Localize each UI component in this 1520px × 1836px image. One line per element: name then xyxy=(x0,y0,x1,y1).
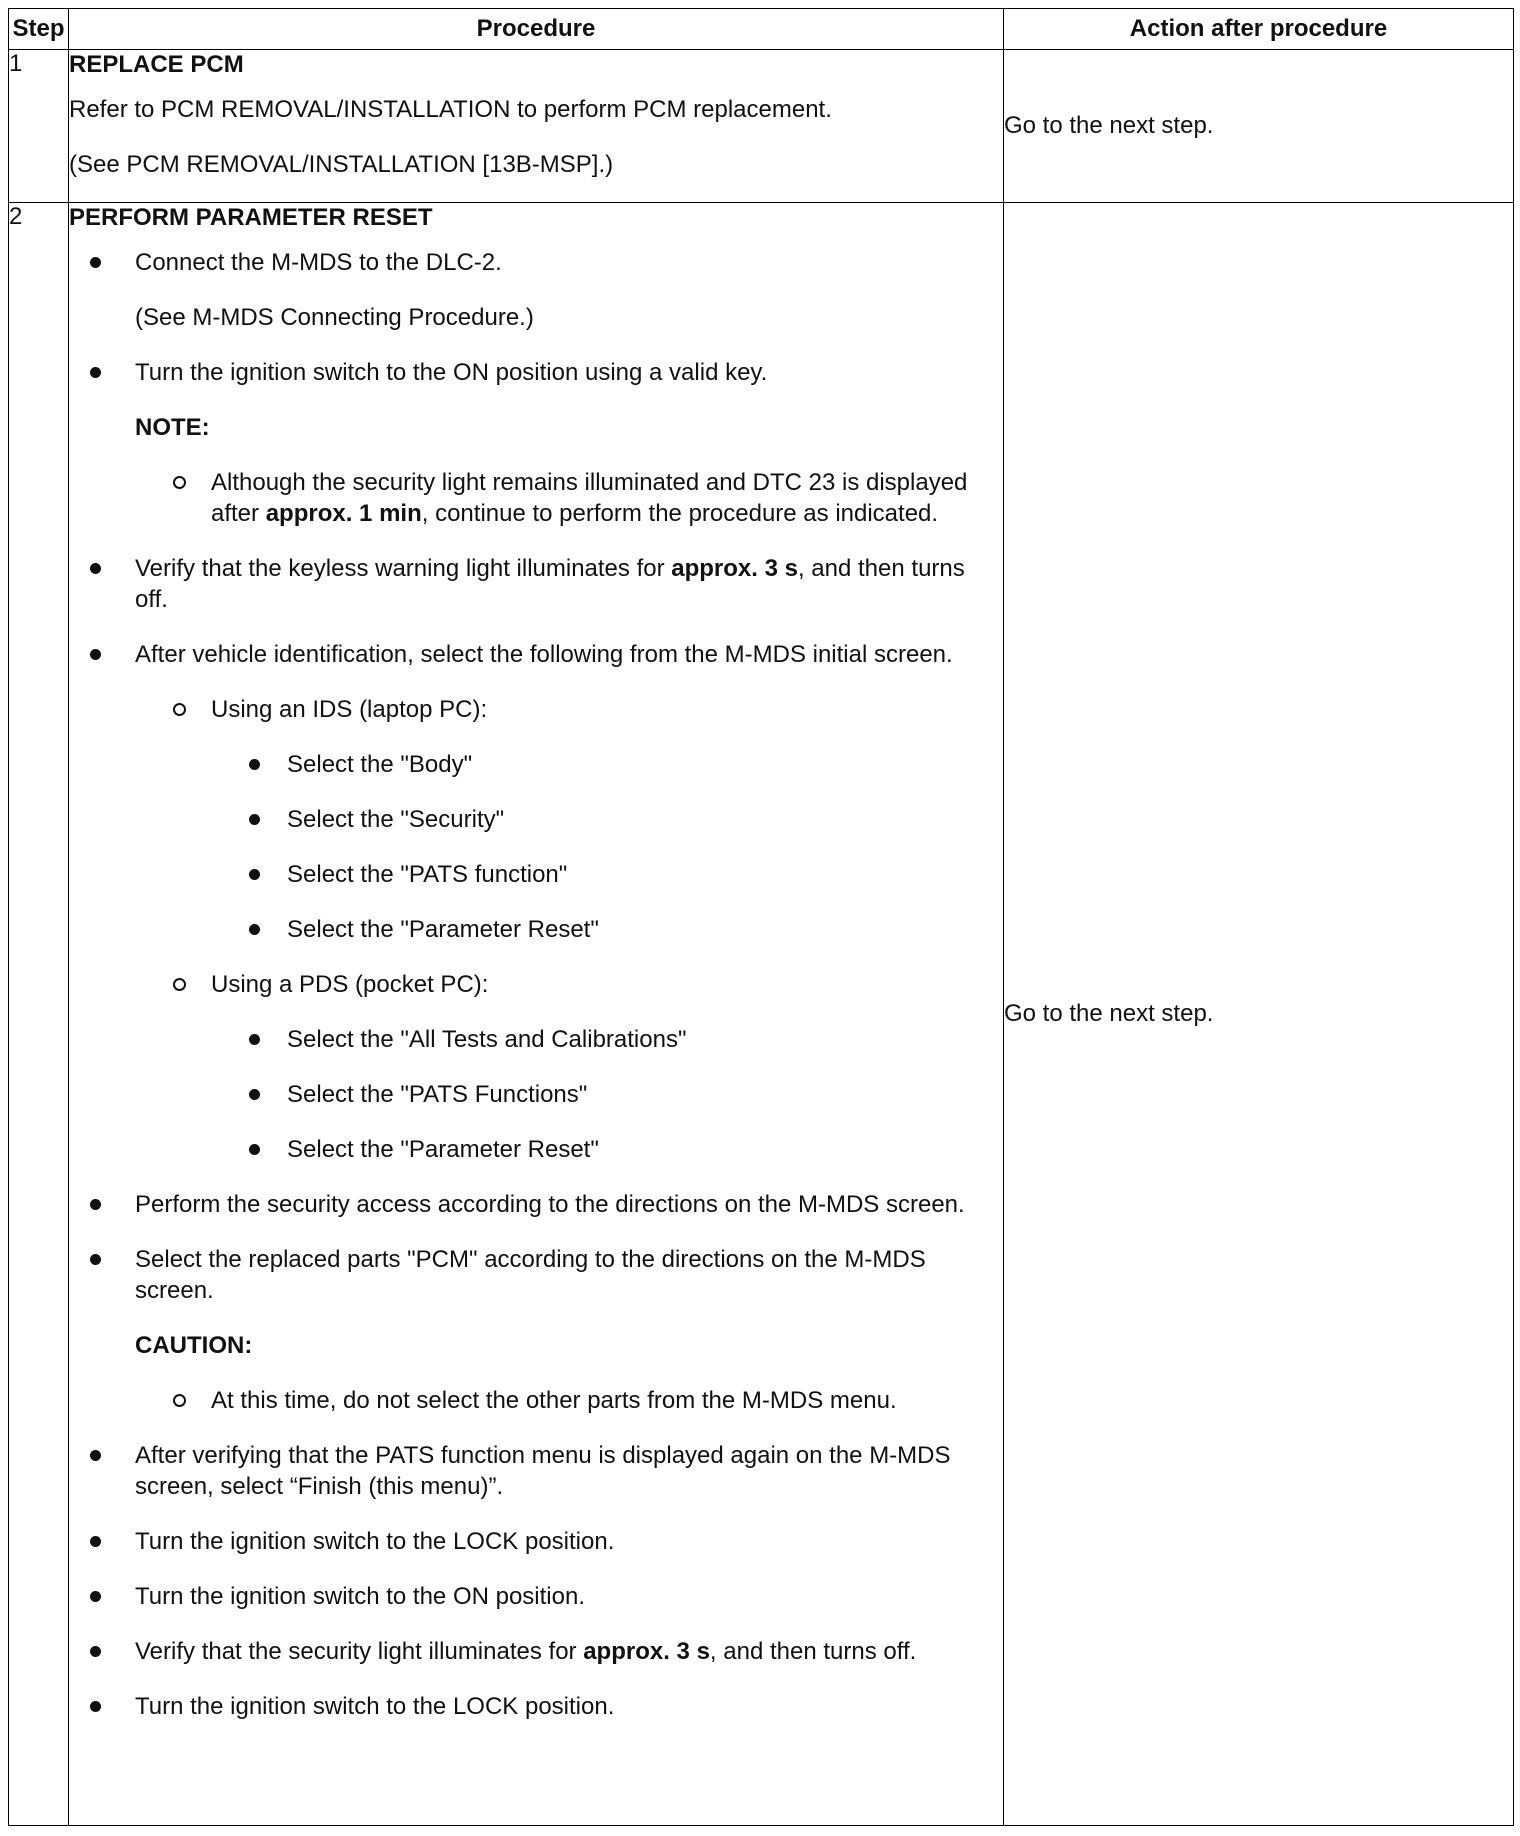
note-list xyxy=(135,467,1003,529)
bullet-icon xyxy=(249,924,260,935)
list-item: After verifying that the PATS function menu is displayed again on the M-MDS screen, select “Finish (this menu)”. xyxy=(135,1440,1003,1502)
bullet-icon xyxy=(90,1701,101,1712)
procedure-list xyxy=(135,247,1003,1722)
bullet-icon xyxy=(90,257,101,268)
list-item: Select the "PATS function" xyxy=(211,859,1003,890)
step-number: 2 xyxy=(9,203,69,1826)
sub-list xyxy=(135,694,1003,1165)
bullet-icon xyxy=(90,1646,101,1657)
caution-label: CAUTION: xyxy=(135,1332,253,1359)
list-item: Select the "Security" xyxy=(211,804,1003,835)
list-item: Select the "Parameter Reset" xyxy=(211,1134,1003,1165)
bullet-icon xyxy=(249,759,260,770)
step-title: REPLACE PCM xyxy=(69,51,244,78)
list-item: Turn the ignition switch to the LOCK position. xyxy=(135,1691,1003,1722)
list-item: Select the "PATS Functions" xyxy=(211,1079,1003,1110)
reference-text: (See PCM REMOVAL/INSTALLATION [13B-MSP].) xyxy=(69,151,614,178)
circle-bullet-icon xyxy=(173,476,186,489)
bullet-icon xyxy=(90,649,101,660)
list-item: At this time, do not select the other parts from the M-MDS menu. xyxy=(135,1385,1003,1416)
list-item: Perform the security access according to the directions on the M-MDS screen. xyxy=(135,1189,1003,1220)
bullet-icon xyxy=(249,1034,260,1045)
ids-selection-list xyxy=(211,749,1003,945)
list-item: Turn the ignition switch to the ON position using a valid key. NOTE: Although the security light remains illuminated and DTC 23 is displayed after approx. 1 min, continue to perform the procedure as indicated. xyxy=(135,357,1003,529)
bullet-icon xyxy=(90,1591,101,1602)
circle-bullet-icon xyxy=(173,1394,186,1407)
list-item: Select the replaced parts "PCM" according to the directions on the M-MDS screen. CAUTION: At this time, do not select the other parts from the M-MDS menu. xyxy=(135,1244,1003,1416)
table-row-step-2 xyxy=(9,203,1514,1826)
list-item: Connect the M-MDS to the DLC-2. (See M-MDS Connecting Procedure.) xyxy=(135,247,1003,333)
reference-text: (See M-MDS Connecting Procedure.) xyxy=(135,304,534,331)
note-label: NOTE: xyxy=(135,414,210,441)
pds-selection-list xyxy=(211,1024,1003,1165)
bullet-icon xyxy=(90,1536,101,1547)
step-number: 1 xyxy=(9,50,69,203)
caution-list xyxy=(135,1385,1003,1416)
header-step: Step xyxy=(9,9,69,50)
list-item: Select the "Parameter Reset" xyxy=(211,914,1003,945)
bullet-icon xyxy=(249,1089,260,1100)
bullet-icon xyxy=(90,1450,101,1461)
list-item: Verify that the keyless warning light illuminates for approx. 3 s, and then turns off. xyxy=(135,553,1003,615)
bullet-icon xyxy=(90,367,101,378)
circle-bullet-icon xyxy=(173,703,186,716)
procedure-table xyxy=(8,8,1514,1826)
step-title: PERFORM PARAMETER RESET xyxy=(69,204,433,231)
procedure-cell xyxy=(69,50,1004,203)
circle-bullet-icon xyxy=(173,978,186,991)
list-item: Select the "Body" xyxy=(211,749,1003,780)
action-cell: Go to the next step. xyxy=(1004,203,1514,1826)
table-header-row xyxy=(9,9,1514,50)
list-item: Turn the ignition switch to the ON position. xyxy=(135,1581,1003,1612)
bullet-icon xyxy=(90,1254,101,1265)
bullet-icon xyxy=(249,869,260,880)
list-item: After vehicle identification, select the following from the M-MDS initial screen. Using an IDS (laptop PC): Select the "Body" Select the "Security" Select the "PATS function" Select the "Parameter Reset" Using a PDS (pocket PC): Select the "All Tests and Calibrations" Select the "PATS Functions" Select the "Parameter Reset" xyxy=(135,639,1003,1165)
bullet-icon xyxy=(90,1199,101,1210)
procedure-cell xyxy=(69,203,1004,1826)
list-item: Select the "All Tests and Calibrations" xyxy=(211,1024,1003,1055)
bullet-icon xyxy=(249,814,260,825)
header-procedure: Procedure xyxy=(69,9,1004,50)
list-item: Using a PDS (pocket PC): Select the "All Tests and Calibrations" Select the "PATS Functions" Select the "Parameter Reset" xyxy=(135,969,1003,1165)
list-item: Turn the ignition switch to the LOCK position. xyxy=(135,1526,1003,1557)
list-item: Verify that the security light illuminates for approx. 3 s, and then turns off. xyxy=(135,1636,1003,1667)
list-item: Although the security light remains illuminated and DTC 23 is displayed after approx. 1 min, continue to perform the procedure as indicated. xyxy=(135,467,1003,529)
action-cell: Go to the next step. xyxy=(1004,50,1514,203)
bullet-icon xyxy=(90,563,101,574)
header-action: Action after procedure xyxy=(1004,9,1514,50)
procedure-text: Refer to PCM REMOVAL/INSTALLATION to perform PCM replacement. xyxy=(69,96,832,123)
table-row-step-1 xyxy=(9,50,1514,203)
list-item: Using an IDS (laptop PC): Select the "Body" Select the "Security" Select the "PATS function" Select the "Parameter Reset" xyxy=(135,694,1003,945)
bullet-icon xyxy=(249,1144,260,1155)
